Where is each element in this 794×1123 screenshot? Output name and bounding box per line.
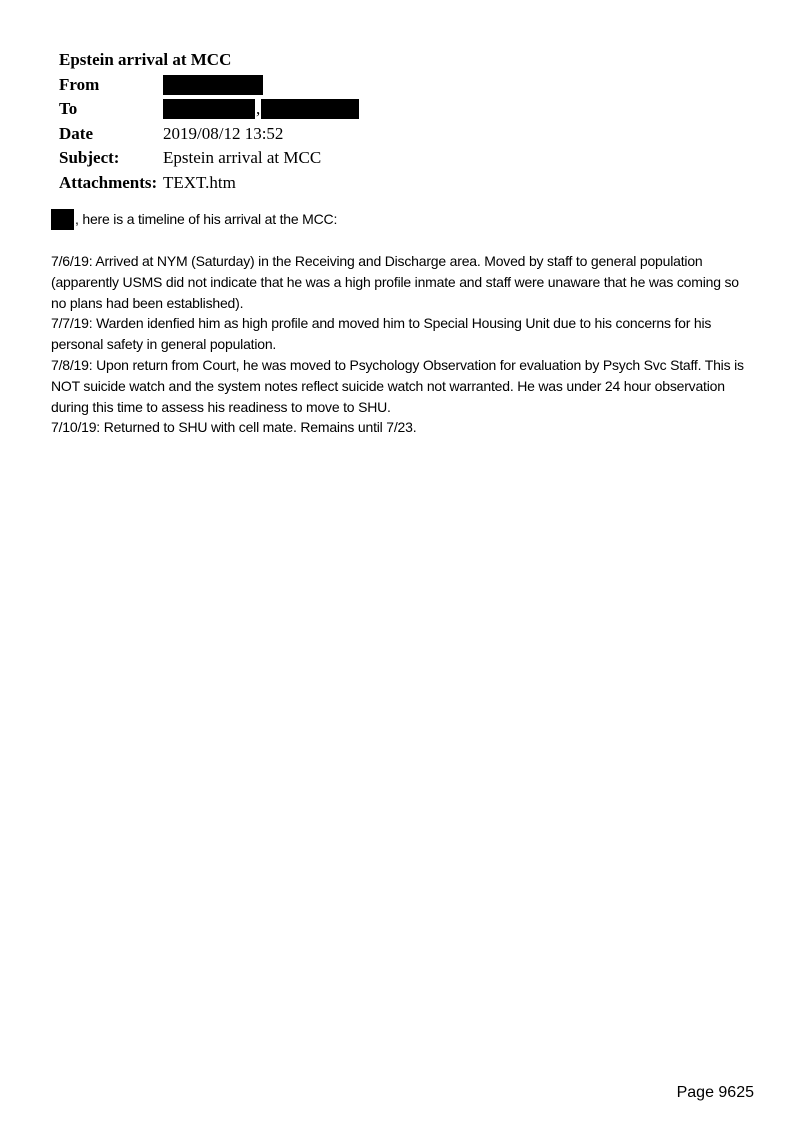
attachments-label: Attachments: (59, 172, 158, 192)
to-value (163, 97, 359, 122)
redaction-box (261, 99, 359, 119)
greeting-text: , here is a timeline of his arrival at the MCC: (75, 210, 338, 227)
to-separator: , (256, 99, 261, 118)
date-label: Date (59, 123, 93, 143)
email-title: Epstein arrival at MCC (59, 50, 232, 69)
to-row (59, 97, 359, 122)
from-value (163, 75, 263, 95)
timeline-entry: 7/8/19: Upon return from Court, he was moved to Psychology Observation for evaluation by Psych Svc Staff. This is NOT suicide watch and the system notes reflect suicide watch not warranted. He was under 24 hour observation during this time to assess his readiness to move to SHU. (51, 356, 744, 415)
to-label: To (59, 99, 78, 118)
attachments-value: TEXT.htm (163, 172, 236, 192)
subject-row (59, 146, 359, 171)
date-value: 2019/08/12 13:52 (163, 123, 284, 143)
subject-value: Epstein arrival at MCC (163, 148, 322, 167)
redaction-box (51, 209, 74, 230)
from-label: From (59, 74, 100, 94)
from-row (59, 73, 359, 98)
timeline-entry: 7/6/19: Arrived at NYM (Saturday) in the Receiving and Discharge area. Moved by staff to general population (apparently USMS did not indicate that he was a high profile inmate and staff were unaware that he was coming so no plans had been established). (51, 253, 739, 311)
redaction-box (163, 75, 263, 95)
spacer (51, 230, 751, 251)
attachments-row (59, 171, 359, 196)
page-number: Page 9625 (676, 1084, 754, 1101)
greeting-line (51, 208, 751, 230)
subject-label: Subject: (59, 148, 120, 167)
email-header (59, 48, 359, 195)
timeline-entry: 7/7/19: Warden idenfied him as high profile and moved him to Special Housing Unit due to his concerns for his personal safety in general population. (51, 315, 712, 353)
redaction-box (163, 99, 255, 119)
date-row (59, 122, 359, 147)
timeline-entry: 7/10/19: Returned to SHU with cell mate. Remains until 7/23. (51, 419, 417, 436)
email-body (51, 208, 751, 438)
